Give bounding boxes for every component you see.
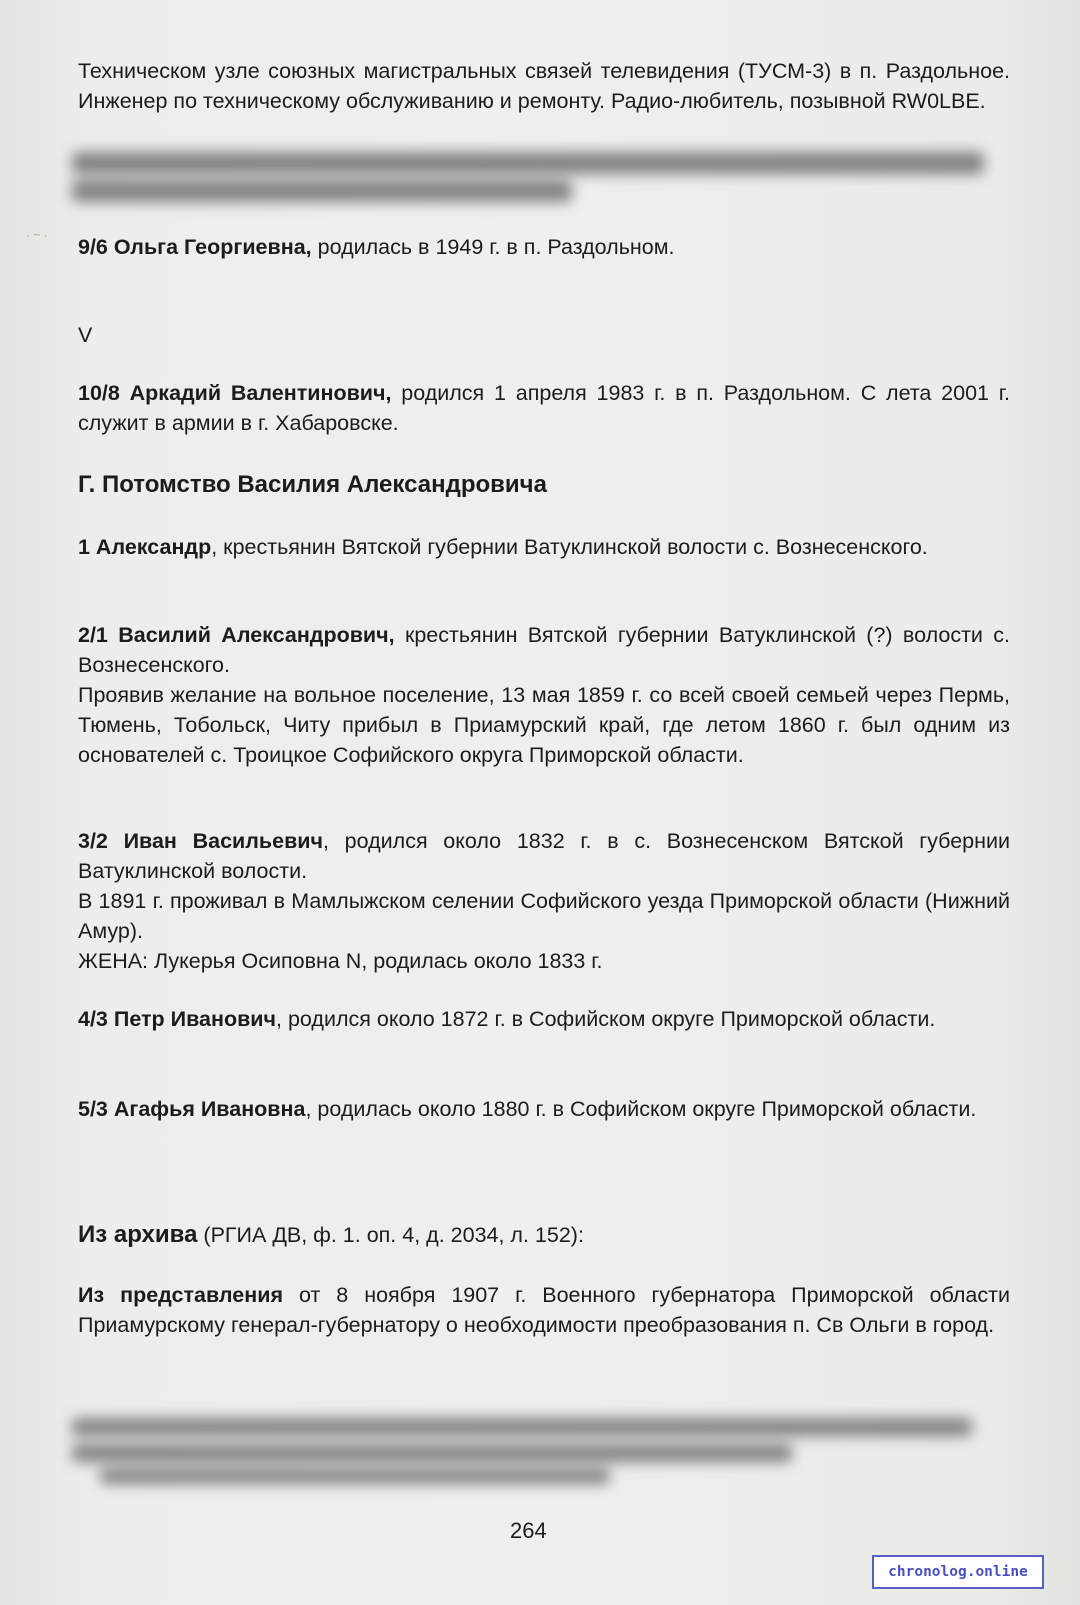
tusm-paragraph [78,56,1010,116]
lone-v-text: V [78,323,93,347]
person-text: крестьянин Вятской губернии Ватуклинской (?) волости с. Вознесенского. [78,623,1010,677]
entry-olga [78,232,1010,262]
entry-alexander [78,532,1010,562]
person-text: , родился около 1872 г. в Софийском округе Приморской области. [276,1007,936,1031]
person-name: 4/3 Петр Иванович [78,1007,277,1031]
lone-v-mark [78,320,1010,350]
entry-ivan [78,826,1010,976]
section-heading: Г. Потомство Василия Александровича [78,471,547,498]
stray-ink-mark: · ~ · [26,228,48,242]
person-extra: В 1891 г. проживал в Мамлыжском селении Софийского уезда Приморской области (Нижний Амур). [78,889,1010,943]
person-name: 5/3 Агафья Ивановна [78,1097,306,1121]
person-name: 3/2 Иван Васильевич [78,829,324,853]
person-text: , крестьянин Вятской губернии Ватуклинской волости с. Вознесенского. [211,535,928,559]
redacted-line [72,1418,972,1436]
archive-source: (РГИА ДВ, ф. 1. оп. 4, д. 2034, л. 152): [197,1223,584,1247]
watermark-text: chronolog.online [888,1564,1028,1580]
person-extra: Проявив желание на вольное поселение, 13 мая 1859 г. со всей своей семьей через Пермь, Тюмень, Тобольск, Читу прибыл в Приамурский край, где летом 1860 г. был одним из основателей с. Троицкое Софийского округа Приморской области. [78,683,1010,767]
person-name: 1 Александр [78,535,212,559]
tusm-text: Техническом узле союзных магистральных связей телевидения (ТУСМ-3) в п. Раздольное. Инженер по техническому обслуживанию и ремонту. Радио-любитель, позывной RW0LBE. [78,59,1010,113]
arkady-name: 10/8 Аркадий Валентинович, [78,381,392,405]
archive-lead: Из представления [78,1283,284,1307]
entry-arkady [78,378,1010,438]
person-wife: ЖЕНА: Лукерья Осиповна N, родилась около 1833 г. [78,949,603,973]
archive-title: Из архива [78,1221,198,1248]
person-text: , родился около 1832 г. в с. Вознесенском Вятской губернии Ватуклинской волости. [78,829,1010,883]
archive-text: от 8 ноября 1907 г. Военного губернатора Приморской области Приамурскому генерал-губернатору о необходимости преобразования п. Св Ольги в город. [78,1283,1010,1337]
redacted-line [72,152,984,174]
redacted-line [100,1468,610,1484]
olga-name: 9/6 Ольга Георгиевна, [78,235,312,259]
olga-text: родилась в 1949 г. в п. Раздольном. [311,235,675,259]
person-text: , родилась около 1880 г. в Софийском округе Приморской области. [305,1097,977,1121]
entry-petr [78,1004,1010,1034]
redacted-line [72,180,572,202]
page-number: 264 [510,1518,547,1543]
archive-paragraph [78,1280,1010,1340]
watermark-badge[interactable] [872,1555,1044,1589]
entry-vasily [78,620,1010,770]
person-name: 2/1 Василий Александрович, [78,623,395,647]
archive-heading [78,1220,584,1250]
entry-agafya [78,1094,1010,1124]
redacted-line [72,1444,792,1462]
arkady-text: родился 1 апреля 1983 г. в п. Раздольном. С лета 2001 г. служит в армии в г. Хабаровске. [78,381,1010,435]
